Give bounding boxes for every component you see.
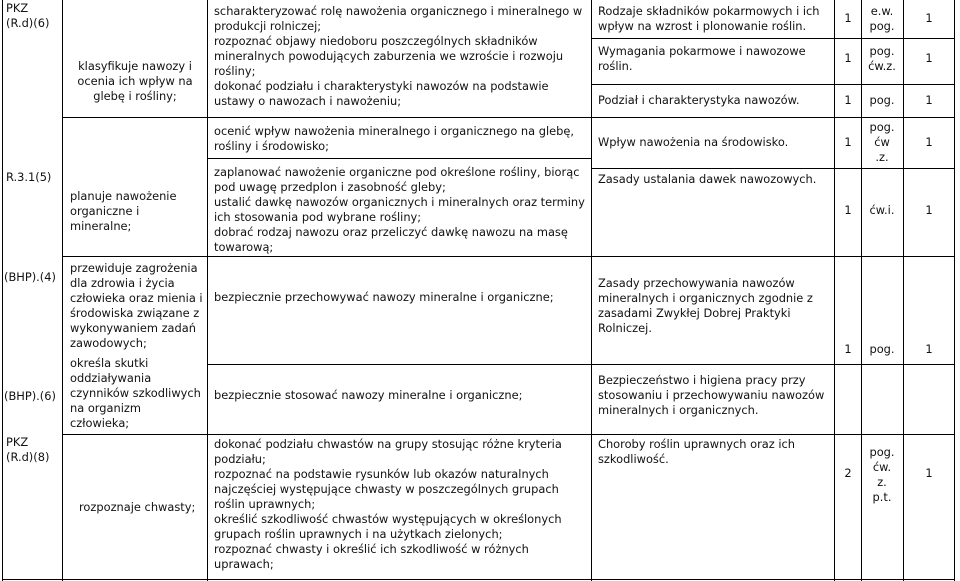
code-r3-1-5 (6, 170, 51, 185)
text-line: Zasady ustalania dawek nawozowych. (598, 172, 817, 186)
hours-cell (836, 203, 860, 218)
text-line: czynników szkodliwych (70, 386, 201, 400)
text-line: podziału; (214, 452, 266, 466)
hours-value: 1 (844, 342, 852, 356)
text-line: pod uwagę przedplon i zasobność gleby; (214, 180, 446, 194)
count-cell (904, 203, 954, 218)
hours-cell (836, 135, 860, 150)
topic-choroby (598, 437, 795, 467)
form-value: pog. (869, 19, 895, 33)
form-cell (862, 93, 902, 108)
text-line: przewiduje zagrożenia (70, 261, 198, 275)
text-line: rozpoznać objawy niedoboru poszczególnych składników (214, 34, 538, 48)
form-value: ćw.z. (868, 59, 896, 73)
text-line: oddziaływania (70, 371, 152, 385)
row-divider (207, 158, 592, 159)
objectives-block-1 (214, 4, 582, 109)
topic-przechowywanie (598, 276, 813, 336)
form-value: pog. (869, 93, 895, 107)
form-cell (862, 4, 902, 34)
objectives-block-2 (214, 124, 574, 154)
text-line: najczęściej występujące chwasty w poszczególnych grupach (214, 482, 559, 496)
text-line: klasyfikuje nawozy i (78, 59, 192, 73)
text-line: Bezpieczeństwo i higiena pracy przy (598, 373, 806, 387)
text-line: bezpiecznie stosować nawozy mineralne i organiczne; (214, 388, 523, 402)
outcome-klasyfikuje (64, 59, 206, 104)
topic-bhp (598, 373, 824, 418)
text-line: Choroby roślin uprawnych oraz ich (598, 437, 796, 451)
row-divider (591, 84, 955, 85)
text-line: zaplanować nawożenie organiczne pod określone rośliny, biorąc (214, 165, 580, 179)
text-line: określić szkodliwość chwastów występujących w określonych (214, 512, 562, 526)
text-line: mineralnych i organicznych. (598, 403, 759, 417)
code-pkz-6 (6, 1, 49, 31)
text-line: organiczne i (70, 204, 140, 218)
hours-cell (836, 93, 860, 108)
hours-cell (836, 51, 860, 66)
hours-value: 1 (844, 135, 852, 149)
text-line: rośliny i środowisko; (214, 139, 329, 153)
text-line: Rodzaje składników pokarmowych i ich (598, 4, 820, 18)
text-line: ocenić wpływ nawożenia mineralnego i organicznego na glebę, (214, 124, 574, 138)
text-line: człowieka; (70, 416, 130, 430)
count-value: 1 (925, 342, 933, 356)
row-divider (591, 38, 955, 39)
text-line: mineralnych powodujących zaburzenia we wzroście i rozwoju (214, 49, 564, 63)
hours-value: 1 (844, 51, 852, 65)
text-line: rozpoznać na podstawie rysunków lub okazów naturalnych (214, 467, 549, 481)
text-line: dokonać podziału chwastów na grupy stosując różne kryteria (214, 437, 562, 451)
text-line: grupach roślin uprawnych i na użytkach zielonych; (214, 527, 503, 541)
text-line: mineralne; (70, 219, 132, 233)
text-line: rozpoznać chwasty i określić ich szkodliwość w różnych (214, 542, 529, 556)
topic-rodzaje (598, 4, 820, 34)
hours-cell (836, 342, 860, 357)
count-cell (904, 342, 954, 357)
topic-podzial (598, 93, 800, 108)
form-value: ćw. (872, 460, 892, 474)
form-value: pog. (869, 44, 895, 58)
form-value: pog. (869, 342, 895, 356)
hours-value: 1 (844, 93, 852, 107)
row-divider (591, 168, 955, 169)
text-line: uprawach; (214, 557, 274, 571)
text-line: człowieka oraz mienia i (70, 291, 203, 305)
text-line: dla zdrowia i życia (70, 276, 175, 290)
code-bhp-4 (4, 270, 56, 285)
topic-wymagania (598, 44, 806, 74)
code-line: R.3.1(5) (6, 170, 52, 184)
objectives-block-4 (214, 290, 554, 305)
text-line: na organizm (70, 401, 141, 415)
count-cell (904, 135, 954, 150)
code-line: PKZ (6, 435, 29, 449)
text-line: roślin uprawnych; (214, 497, 316, 511)
text-line: Wymagania pokarmowe i nawozowe (598, 44, 806, 58)
row-divider (207, 256, 955, 257)
text-line: produkcji rolniczej; (214, 19, 322, 33)
form-cell (862, 203, 902, 218)
count-value: 1 (925, 11, 933, 25)
text-line: wykonywaniem zadań (70, 321, 196, 335)
text-line: zasadami Zwykłej Dobrej Praktyki (598, 306, 791, 320)
text-line: rozpoznaje chwasty; (79, 500, 196, 514)
row-divider (62, 434, 208, 435)
text-line: scharakteryzować rolę nawożenia organicznego i mineralnego w (214, 4, 583, 18)
outcome-okresla (70, 356, 201, 431)
text-line: ustalić dawkę nawozów organicznych i mineralnych oraz terminy (214, 195, 585, 209)
count-cell (904, 93, 954, 108)
text-line: planuje nawożenie (70, 189, 177, 203)
grid-line-col4 (834, 0, 835, 581)
form-value: pog. (869, 445, 895, 459)
code-line: (R.d)(6) (6, 16, 50, 30)
form-value: ćw (874, 135, 890, 149)
row-divider (207, 364, 955, 365)
count-value: 1 (925, 203, 933, 217)
count-cell (904, 466, 954, 481)
topic-zasady-dawek (598, 172, 816, 187)
hours-cell (836, 466, 860, 481)
code-line: PKZ (6, 1, 29, 15)
row-divider (207, 434, 955, 435)
count-value: 1 (925, 135, 933, 149)
grid-line-left (2, 0, 3, 581)
count-value: 1 (925, 51, 933, 65)
hours-value: 1 (844, 203, 852, 217)
objectives-block-5 (214, 388, 522, 403)
text-line: środowiska związane z (70, 306, 200, 320)
outcome-rozpoznaje (79, 500, 195, 515)
text-line: dokonać podziału i charakterystyki nawozów na podstawie (214, 79, 549, 93)
text-line: szkodliwość. (598, 452, 669, 466)
row-divider (207, 117, 955, 118)
text-line: ustawy o nawozach i nawożeniu; (214, 94, 402, 108)
outcome-przewiduje (70, 261, 203, 351)
code-bhp-6 (4, 389, 56, 404)
text-line: Podział i charakterystyka nawozów. (598, 93, 800, 107)
row-divider (62, 256, 208, 257)
grid-line-col3 (591, 0, 592, 581)
form-value: p.t. (872, 490, 892, 504)
text-line: ocenia ich wpływ na (77, 74, 193, 88)
text-line: określa skutki (70, 356, 149, 370)
hours-value: 2 (844, 466, 852, 480)
form-value: .z. (875, 150, 889, 164)
text-line: towarową; (214, 240, 274, 254)
text-line: roślin. (598, 59, 633, 73)
hours-cell (836, 11, 860, 26)
form-cell (862, 342, 902, 357)
form-cell (862, 445, 902, 505)
count-value: 1 (925, 93, 933, 107)
count-cell (904, 51, 954, 66)
text-line: Wpływ nawożenia na środowisko. (598, 135, 789, 149)
row-divider (62, 117, 208, 118)
text-line: ich stosowania pod wybrane rośliny; (214, 210, 422, 224)
code-line: (R.d)(8) (6, 450, 50, 464)
grid-line-bottom (2, 579, 955, 580)
text-line: rośliny; (214, 64, 256, 78)
grid-line-col6 (903, 0, 904, 581)
text-line: Rolniczej. (598, 321, 652, 335)
hours-value: 1 (844, 11, 852, 25)
text-line: stosowaniu i przechowywaniu nawozów (598, 388, 825, 402)
code-line: (BHP).(6) (4, 389, 56, 403)
text-line: bezpiecznie przechowywać nawozy mineralne i organiczne; (214, 290, 554, 304)
form-cell (862, 44, 902, 74)
code-line: (BHP).(4) (4, 270, 56, 284)
form-value: ćw.i. (869, 203, 895, 217)
text-line: wpływ na wzrost i plonowanie roślin. (598, 19, 807, 33)
grid-line-right (954, 0, 955, 581)
objectives-block-6 (214, 437, 562, 572)
count-cell (904, 11, 954, 26)
objectives-block-3 (214, 165, 585, 255)
outcome-planuje (70, 189, 176, 234)
form-value: e.w. (870, 4, 894, 18)
count-value: 1 (925, 466, 933, 480)
text-line: glebę i rośliny; (93, 89, 177, 103)
text-line: Zasady przechowywania nawozów (598, 276, 795, 290)
text-line: dobrać rodzaj nawozu oraz przeliczyć dawkę nawozu na masę (214, 225, 568, 239)
grid-line-col2 (207, 0, 208, 581)
text-line: zawodowych; (70, 336, 147, 350)
grid-line-col1 (62, 0, 63, 581)
form-cell (862, 120, 902, 165)
form-value: pog. (869, 120, 895, 134)
form-value: z. (877, 475, 887, 489)
topic-wplyw (598, 135, 788, 150)
text-line: mineralnych i organicznych zgodnie z (598, 291, 813, 305)
code-pkz-8 (6, 435, 49, 465)
